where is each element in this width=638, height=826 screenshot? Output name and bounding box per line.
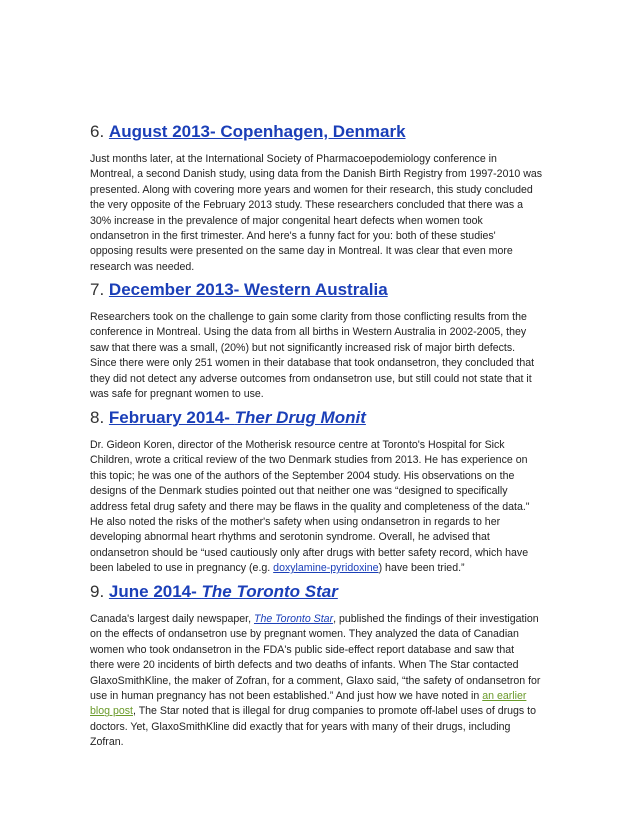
earlier-blog-post-link-part1[interactable]: an earlier [482, 690, 527, 703]
doxylamine-link[interactable]: doxylamine-pyridoxine [273, 562, 379, 575]
toronto-star-link[interactable] [254, 613, 333, 625]
section-paragraph [90, 310, 550, 402]
paragraph-line: opposing results were presented on the same day in Montreal. It was clear that even more [90, 245, 513, 258]
section-8 [90, 408, 550, 577]
paragraph-line: He also noted the risks of the mother's safety when using ondansetron in regards to her [90, 516, 501, 529]
paragraph-line: research was needed. [90, 260, 195, 273]
line-text: , The Star noted that is illegal for drug companies to promote off-label uses of drugs to [133, 705, 536, 718]
section-9 [90, 582, 550, 751]
title-journal: Ther Drug Monit [234, 408, 366, 427]
paragraph-line: the very opposite of the February 2013 study. These researchers concluded that there was a [90, 199, 524, 212]
section-number: 7. [90, 280, 105, 299]
paragraph-line [90, 704, 550, 719]
paragraph-line: presented. Along with covering more years and women for their research, this study concluded [90, 183, 533, 196]
section-title-link[interactable] [109, 582, 338, 601]
title-prefix: June 2014- [108, 582, 202, 601]
line-text: use in human pregnancy has not been established.” And just how we have noted in [90, 690, 483, 703]
paragraph-line: on the effects of ondansetron use by pregnant women. They analyzed the data of Canadian [90, 628, 519, 641]
paragraph-line: saw that there was a small, (20%) but not significantly increased risk of major birth defects. [90, 341, 516, 354]
section-number: 8. [90, 408, 105, 427]
paragraph-line: this topic; he was one of the authors of the September 2004 study. His observations on the [90, 469, 515, 482]
paragraph-line: was safe for pregnant women to use. [90, 388, 264, 401]
paragraph-line: GlaxoSmithKline, the maker of Zofran, for a comment, Glaxo said, “the safety of ondansetron for [90, 674, 541, 687]
paragraph-line: Researchers took on the challenge to gain some clarity from those conflicting results from the [90, 311, 527, 323]
link-text: The Toronto Star [253, 613, 334, 625]
earlier-blog-post-link-part2[interactable]: blog post [90, 705, 133, 718]
line-text: been labeled to use in pregnancy (e.g. [90, 562, 274, 575]
paragraph-line: Children, wrote a critical review of the two Denmark studies from 2013. He has experience on [90, 454, 528, 467]
paragraph-line: address fetal drug safety and there may be flaws in the quality and completeness of the data." [90, 500, 530, 513]
paragraph-line: ondansetron in the first trimester. And here's a funny fact for you: both of these studies' [90, 230, 496, 243]
paragraph-line: they did not detect any adverse outcomes from ondansetron use, but still could not state that it [90, 372, 532, 385]
paragraph-line: developing abnormal heart rhythms and serotonin syndrome. Overall, he advised that [90, 531, 490, 544]
section-number: 6. [90, 122, 105, 141]
paragraph-line: ondansetron should be “used cautiously only after drugs with better safety record, which have [90, 546, 529, 559]
paragraph-line: designs of the Denmark studies pointed out that neither one was “designed to specifically [90, 485, 508, 498]
paragraph-line [90, 612, 550, 627]
paragraph-line: conference in Montreal. Using the data from all births in Western Australia in 2002-2005, they [90, 326, 527, 339]
paragraph-line: 30% increase in the prevalence of major congenital heart defects when women took [90, 214, 483, 227]
section-heading [90, 280, 550, 300]
paragraph-line: Just months later, at the International Society of Pharmacoepodemiology conference in [90, 153, 497, 165]
section-heading [90, 582, 550, 602]
section-heading [90, 408, 550, 428]
line-text: , published the findings of their investigation [333, 613, 539, 625]
line-text: Canada's largest daily newspaper, [90, 613, 254, 625]
section-title-link[interactable]: December 2013- Western Australia [108, 280, 388, 299]
paragraph-line [90, 561, 550, 576]
paragraph-line: doctors. Yet, GlaxoSmithKline did exactly that for years with many of their drugs, including [90, 720, 511, 733]
section-6 [90, 122, 550, 275]
section-paragraph [90, 612, 550, 751]
section-title-link[interactable] [109, 408, 366, 427]
section-heading [90, 122, 550, 142]
section-paragraph [90, 152, 550, 275]
line-text: ) have been tried.” [378, 562, 465, 575]
paragraph-line [90, 689, 550, 704]
paragraph-line: Dr. Gideon Koren, director of the Motherisk resource centre at Toronto's Hospital for Sick [90, 439, 505, 451]
title-newspaper: The Toronto Star [201, 582, 338, 601]
section-title-link[interactable]: August 2013- Copenhagen, Denmark [108, 122, 406, 141]
section-paragraph [90, 438, 550, 577]
section-number: 9. [90, 582, 105, 601]
section-7 [90, 280, 550, 402]
paragraph-line: Since there were only 251 women in their database that took ondansetron, they concluded that [90, 357, 535, 370]
paragraph-line: Montreal, a second Danish study, using data from the Danish Birth Registry from 1997-2010 was [90, 168, 543, 181]
paragraph-line: women who took ondansetron in the FDA's public side-effect report database and saw that [90, 643, 515, 656]
paragraph-line: Zofran. [90, 736, 124, 749]
paragraph-line: there were 20 incidents of birth defects and two deaths of infants. When The Star contacted [90, 659, 519, 672]
title-prefix: February 2014- [108, 408, 235, 427]
